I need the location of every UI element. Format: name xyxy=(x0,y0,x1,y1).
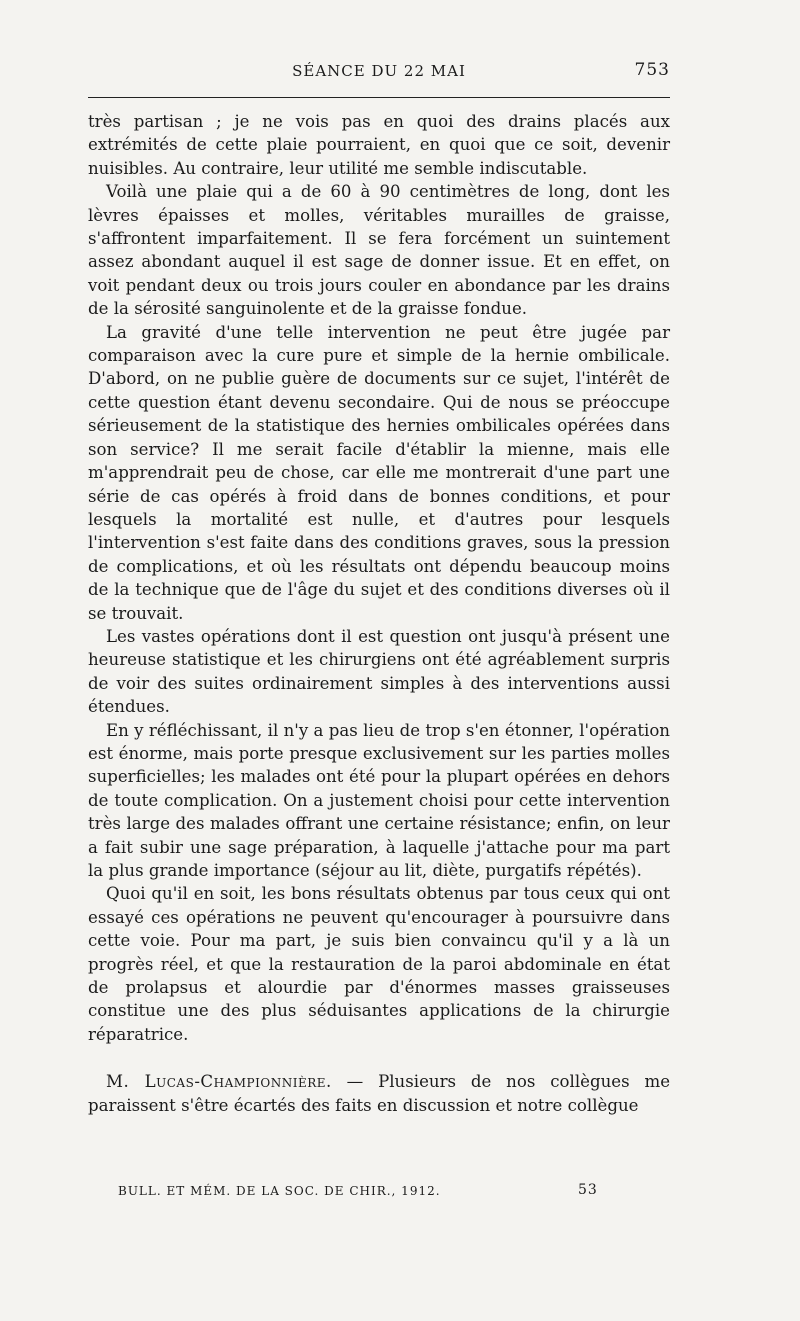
paragraph: Quoi qu'il en soit, les bons résultats obtenus par tous ceux qui ont essayé ces opérations ne peuvent qu'encourager à poursuivre dans cette voie. Pour ma part, je suis bien convaincu qu'il y a là un progrès réel, et que la restauration de la paroi abdominale en état de prolapsus et alourdie par d'énormes masses graisseuses constitue une des plus séduisantes applications de la chirurgie réparatrice. xyxy=(88,884,670,1044)
paragraph: En y réfléchissant, il n'y a pas lieu de trop s'en étonner, l'opération est énorme, mais porte presque exclusivement sur les parties molles superficielles; les malades ont été pour la plupart opérées en dehors de toute complication. On a justement choisi pour cette intervention très large des malades offrant une certaine résistance; enfin, on leur a fait subir une sage préparation, à laquelle j'attache pour ma part la plus grande importance (séjour au lit, diète, purgatifs répétés). xyxy=(88,720,670,880)
speaker-paragraph xyxy=(88,1070,670,1117)
body-text xyxy=(88,110,670,1117)
running-header xyxy=(88,58,670,84)
running-title: SÉANCE DU 22 MAI xyxy=(292,62,466,80)
paragraph: très partisan ; je ne vois pas en quoi des drains placés aux extrémités de cette plaie pourraient, en quoi que ce soit, devenir nuisibles. Au contraire, leur utilité me semble indiscutable. xyxy=(88,112,670,178)
paragraph: Voilà une plaie qui a de 60 à 90 centimètres de long, dont les lèvres épaisses et molles, véritables murailles de graisse, s'affrontent imparfaitement. Il se fera forcément un suintement assez abondant auquel il est sage de donner issue. Et en effet, on voit pendant deux ou trois jours couler en abondance par les drains de la sérosité sanguinolente et de la graisse fondue. xyxy=(88,182,670,319)
paragraph: La gravité d'une telle intervention ne peut être jugée par comparaison avec la cure pure et simple de la hernie ombilicale. D'abord, on ne publie guère de documents sur ce sujet, l'intérêt de cette question étant devenu secondaire. Qui de nous se préoccupe sérieusement de la statistique des hernies ombilicales opérées dans son service? Il me serait facile d'établir la mienne, mais elle m'apprendrait peu de chose, car elle me montrerait d'une part une série de cas opérés à froid dans de bonnes conditions, et pour lesquels la mortalité est nulle, et d'autres pour lesquels l'intervention s'est faite dans des conditions graves, sous la pression de complications, et où les résultats ont dépendu beaucoup moins de la technique que de l'âge du sujet et des conditions diverses où il se trouvait. xyxy=(88,322,670,623)
signature-mark: 53 xyxy=(578,1182,598,1198)
paragraph: Les vastes opérations dont il est question ont jusqu'à présent une heureuse statistique et les chirurgiens ont été agréablement surpris de voir des suites ordinairement simples à des interventions aussi étendues. xyxy=(88,626,670,717)
page-number: 753 xyxy=(634,60,670,80)
journal-citation: BULL. ET MÉM. DE LA SOC. DE CHIR., 1912. xyxy=(118,1184,441,1198)
paragraph-spacer xyxy=(88,1046,670,1070)
speaker-text: — Plusieurs de nos collègues me paraissent s'être écartés des faits en discussion et notre collègue xyxy=(88,1072,671,1115)
page-footer xyxy=(88,1182,670,1202)
header-rule xyxy=(88,97,670,98)
speaker-name: M. Lucas-Championnière. xyxy=(106,1072,332,1092)
